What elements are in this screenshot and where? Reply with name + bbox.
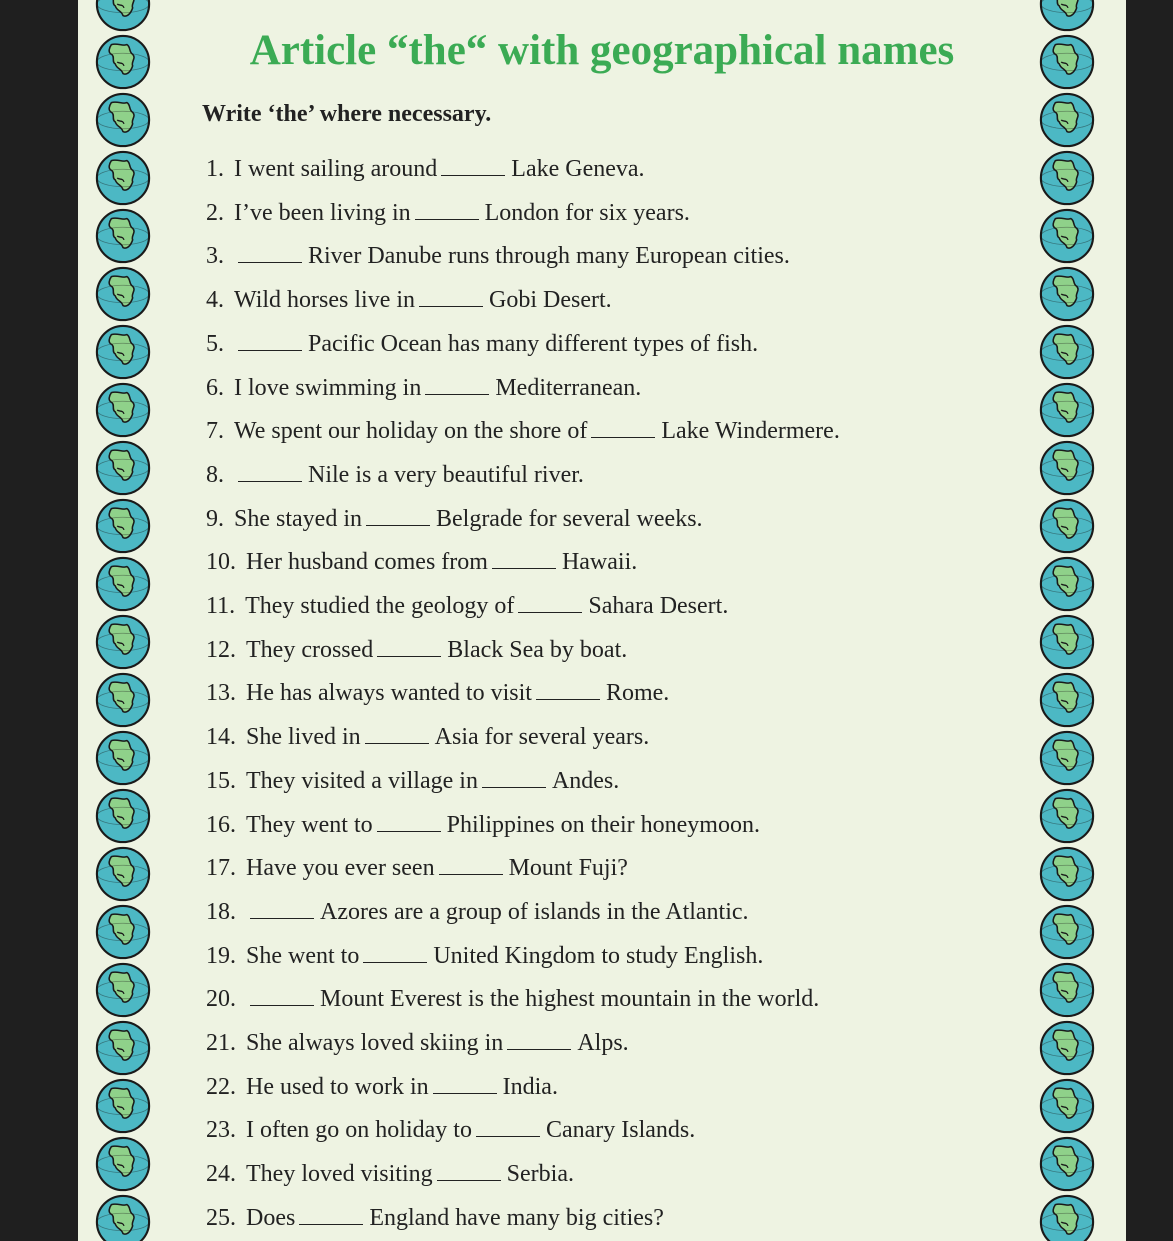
- sentence-end: Azores are a group of islands in the Atlantic.: [320, 898, 749, 925]
- answer-blank[interactable]: [415, 201, 479, 220]
- globe-icon: [1038, 671, 1098, 729]
- globe-icon: [1038, 613, 1098, 671]
- globe-icon: [94, 265, 154, 323]
- globe-icon: [1038, 265, 1098, 323]
- exercise-number: 24.: [206, 1161, 236, 1188]
- answer-blank[interactable]: [492, 550, 556, 569]
- globe-icon: [1038, 497, 1098, 555]
- globe-icon: [1038, 903, 1098, 961]
- answer-blank[interactable]: [482, 769, 546, 788]
- sentence-end: England have many big cities?: [369, 1204, 664, 1231]
- sentence-end: Mount Fuji?: [508, 855, 628, 882]
- globe-icon: [1038, 439, 1098, 497]
- exercise-number: 3.: [206, 243, 224, 270]
- exercise-number: 13.: [206, 680, 236, 707]
- globe-icon: [94, 787, 154, 845]
- exercise-item: [206, 897, 749, 927]
- sentence-start: I went sailing around: [234, 156, 438, 182]
- sentence-end: India.: [502, 1073, 558, 1100]
- sentence-end: River Danube runs through many European cities.: [308, 243, 790, 270]
- globe-icon: [1038, 555, 1098, 613]
- exercise-number: 19.: [206, 942, 236, 969]
- globe-icon: [1038, 207, 1098, 265]
- sentence-end: London for six years.: [484, 199, 690, 226]
- answer-blank[interactable]: [238, 463, 302, 482]
- answer-blank[interactable]: [433, 1075, 497, 1094]
- globe-icon: [94, 671, 154, 729]
- globe-icon: [94, 961, 154, 1019]
- globe-icon: [94, 1193, 154, 1241]
- exercise-item: [206, 722, 649, 752]
- exercise-number: 1.: [206, 156, 224, 182]
- worksheet-page: [78, 0, 1126, 1241]
- sentence-end: Mediterranean.: [495, 374, 642, 401]
- exercise-number: 8.: [206, 461, 224, 488]
- exercise-item: [206, 373, 641, 403]
- answer-blank[interactable]: [238, 332, 302, 351]
- globe-icon: [1038, 1077, 1098, 1135]
- exercise-item: [206, 1072, 558, 1102]
- answer-blank[interactable]: [518, 594, 582, 613]
- sentence-start: I’ve been living in: [234, 199, 411, 226]
- sentence-start: They crossed: [246, 636, 374, 663]
- globe-icon: [1038, 1019, 1098, 1077]
- globe-icon: [94, 1077, 154, 1135]
- sentence-end: Gobi Desert.: [489, 287, 612, 314]
- sentence-start: She went to: [246, 942, 360, 969]
- sentence-end: Black Sea by boat.: [447, 636, 628, 663]
- exercise-number: 7.: [206, 418, 224, 445]
- sentence-start: They visited a village in: [246, 767, 478, 794]
- globe-icon: [94, 91, 154, 149]
- sentence-start: I love swimming in: [234, 374, 422, 401]
- globe-icon: [1038, 381, 1098, 439]
- sentence-end: Lake Windermere.: [661, 418, 840, 445]
- globe-icon: [1038, 1193, 1098, 1241]
- sentence-start: She stayed in: [234, 505, 362, 532]
- globe-icon: [1038, 961, 1098, 1019]
- exercise-number: 2.: [206, 199, 224, 226]
- worksheet-instruction: Write ‘the’ where necessary.: [202, 101, 492, 127]
- exercise-number: 15.: [206, 767, 236, 794]
- globe-icon: [94, 439, 154, 497]
- answer-blank[interactable]: [507, 1031, 571, 1050]
- globe-icon: [94, 497, 154, 555]
- exercise-number: 17.: [206, 855, 236, 882]
- answer-blank[interactable]: [250, 987, 314, 1006]
- exercise-item: [206, 1203, 664, 1233]
- sentence-end: Sahara Desert.: [588, 593, 729, 619]
- exercise-item: [206, 591, 728, 621]
- sentence-start: He used to work in: [246, 1073, 429, 1100]
- globe-border-left: [94, 0, 154, 1241]
- globe-icon: [94, 1135, 154, 1193]
- answer-blank[interactable]: [437, 1162, 501, 1181]
- globe-icon: [1038, 729, 1098, 787]
- globe-icon: [94, 555, 154, 613]
- sentence-start: Does: [246, 1204, 296, 1231]
- exercise-number: 21.: [206, 1030, 236, 1056]
- exercise-item: [206, 984, 819, 1014]
- exercise-item: [206, 416, 840, 446]
- exercise-number: 6.: [206, 374, 224, 401]
- sentence-end: Nile is a very beautiful river.: [308, 461, 584, 488]
- worksheet-title: Article “the“ with geographical names: [249, 27, 955, 74]
- globe-icon: [1038, 323, 1098, 381]
- globe-icon: [94, 613, 154, 671]
- globe-icon: [94, 381, 154, 439]
- sentence-start: She lived in: [246, 724, 361, 751]
- globe-icon: [94, 845, 154, 903]
- exercise-item: [206, 853, 628, 883]
- globe-icon: [1038, 787, 1098, 845]
- exercise-item: [206, 241, 790, 271]
- sentence-end: Asia for several years.: [434, 724, 650, 751]
- exercise-number: 9.: [206, 505, 224, 532]
- exercise-number: 16.: [206, 811, 236, 838]
- sentence-end: Lake Geneva.: [511, 156, 645, 182]
- sentence-end: Canary Islands.: [545, 1117, 696, 1144]
- exercise-number: 23.: [206, 1117, 236, 1144]
- sentence-end: United Kingdom to study English.: [433, 942, 764, 969]
- sentence-start: Have you ever seen: [246, 855, 435, 882]
- sentence-start: They loved visiting: [246, 1161, 433, 1188]
- sentence-start: She always loved skiing in: [246, 1030, 504, 1056]
- sentence-end: Rome.: [605, 680, 670, 707]
- exercise-item: [206, 460, 584, 490]
- sentence-start: I often go on holiday to: [246, 1117, 472, 1144]
- answer-blank[interactable]: [439, 856, 503, 875]
- sentence-start: They studied the geology of: [245, 593, 515, 619]
- answer-blank[interactable]: [365, 725, 429, 744]
- exercise-number: 4.: [206, 287, 224, 314]
- exercise-number: 25.: [206, 1204, 236, 1231]
- answer-blank[interactable]: [299, 1206, 363, 1225]
- sentence-start: They went to: [246, 811, 373, 838]
- sentence-start: We spent our holiday on the shore of: [234, 418, 588, 445]
- answer-blank[interactable]: [476, 1118, 540, 1137]
- globe-icon: [1038, 1135, 1098, 1193]
- exercise-item: [206, 329, 758, 359]
- globe-icon: [94, 729, 154, 787]
- answer-blank[interactable]: [591, 419, 655, 438]
- exercise-item: [206, 1115, 695, 1145]
- globe-icon: [94, 149, 154, 207]
- exercise-number: 12.: [206, 636, 236, 663]
- answer-blank[interactable]: [250, 900, 314, 919]
- answer-blank[interactable]: [377, 813, 441, 832]
- exercise-item: [206, 198, 690, 228]
- exercise-item: [206, 1159, 574, 1189]
- sentence-end: Andes.: [551, 767, 620, 794]
- exercise-item: [206, 810, 760, 840]
- exercise-number: 22.: [206, 1073, 236, 1100]
- answer-blank[interactable]: [377, 638, 441, 657]
- sentence-start: He has always wanted to visit: [246, 680, 532, 707]
- exercise-item: [206, 766, 619, 796]
- globe-icon: [1038, 91, 1098, 149]
- globe-border-right: [1038, 0, 1098, 1241]
- sentence-end: Philippines on their honeymoon.: [446, 811, 760, 838]
- globe-icon: [94, 903, 154, 961]
- answer-blank[interactable]: [425, 376, 489, 395]
- sentence-end: Mount Everest is the highest mountain in the world.: [320, 986, 820, 1013]
- exercise-item: [206, 154, 645, 184]
- sentence-start: Her husband comes from: [246, 549, 488, 576]
- exercise-item: [206, 635, 627, 665]
- globe-icon: [94, 323, 154, 381]
- sentence-end: Serbia.: [506, 1161, 574, 1188]
- exercise-item: [206, 678, 669, 708]
- exercise-item: [206, 285, 612, 315]
- answer-blank[interactable]: [441, 157, 505, 176]
- exercise-item: [206, 1028, 629, 1058]
- sentence-end: Alps.: [577, 1030, 629, 1056]
- sentence-end: Hawaii.: [561, 549, 638, 576]
- sentence-end: Belgrade for several weeks.: [435, 505, 703, 532]
- sentence-end: Pacific Ocean has many different types of fish.: [308, 330, 759, 357]
- exercise-number: 14.: [206, 724, 236, 751]
- exercise-item: [206, 504, 703, 534]
- globe-icon: [1038, 845, 1098, 903]
- answer-blank[interactable]: [366, 507, 430, 526]
- exercise-number: 20.: [206, 986, 236, 1013]
- answer-blank[interactable]: [363, 944, 427, 963]
- globe-icon: [1038, 149, 1098, 207]
- answer-blank[interactable]: [536, 681, 600, 700]
- sentence-start: Wild horses live in: [234, 287, 416, 314]
- globe-icon: [94, 207, 154, 265]
- answer-blank[interactable]: [238, 244, 302, 263]
- exercise-number: 10.: [206, 549, 236, 576]
- exercise-number: 18.: [206, 898, 236, 925]
- exercise-item: [206, 941, 763, 971]
- answer-blank[interactable]: [419, 288, 483, 307]
- globe-icon: [94, 1019, 154, 1077]
- exercise-item: [206, 547, 637, 577]
- exercise-number: 5.: [206, 330, 224, 357]
- exercise-number: 11.: [206, 593, 236, 619]
